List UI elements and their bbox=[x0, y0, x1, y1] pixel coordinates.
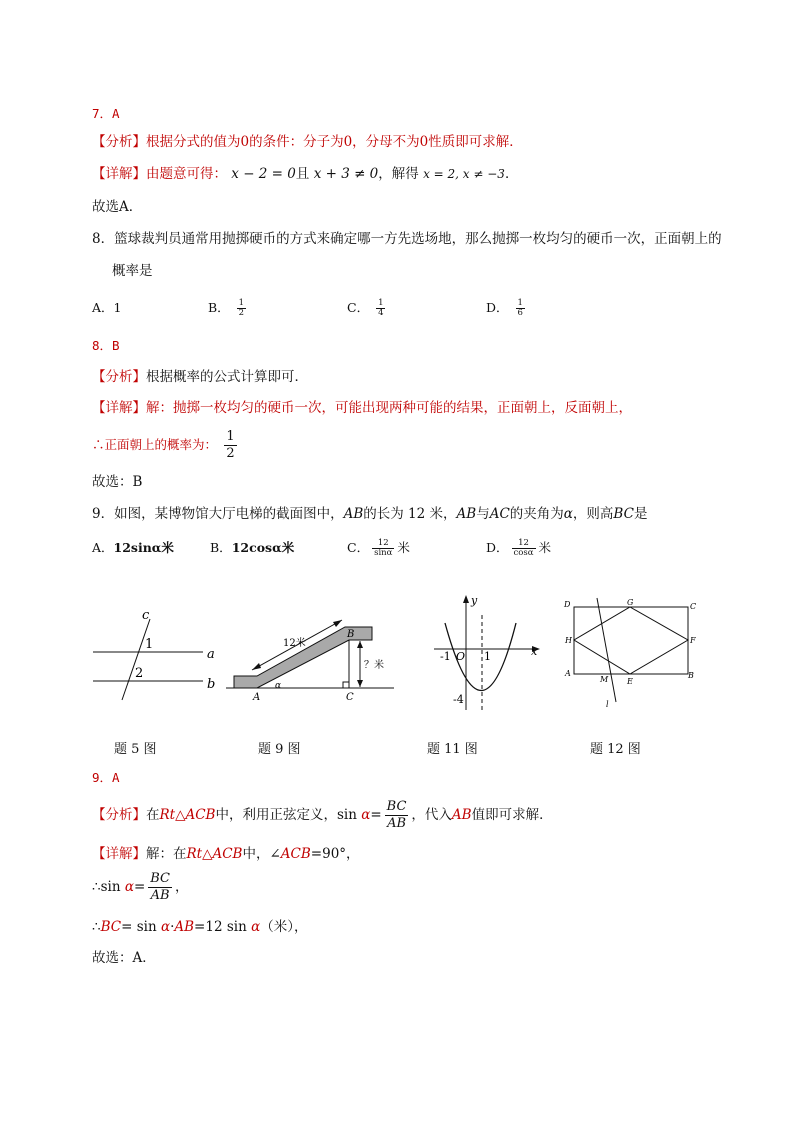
arrow-head bbox=[357, 680, 363, 687]
segment-bc: BC bbox=[613, 506, 634, 522]
analysis-text: 根据概率的公式计算即可． bbox=[146, 369, 308, 385]
option-fraction: $\frac{12}{\cos\alpha}$ bbox=[513, 538, 534, 558]
triangle-name: Rt△ACB bbox=[159, 807, 216, 823]
analysis-text: 根据分式的值为0的条件：分子为0，分母不为0性质即可求解． bbox=[146, 134, 523, 150]
label-minus-4: -4 bbox=[453, 693, 464, 706]
option-fraction: $\frac{1}{6}$ bbox=[517, 298, 523, 318]
q9-step2 bbox=[92, 917, 307, 937]
detail-mid: ，解得 bbox=[378, 166, 419, 182]
label-y: y bbox=[471, 594, 478, 607]
right-angle-mark bbox=[343, 682, 349, 688]
angle-acb: ACB bbox=[280, 846, 311, 862]
therefore-text: ∴正面朝上的概率为： bbox=[92, 437, 218, 452]
option-label: B． bbox=[210, 540, 232, 555]
segment-ab: AB bbox=[456, 506, 477, 522]
option-label: D． bbox=[486, 540, 509, 555]
q8-answer: 8．B bbox=[92, 338, 120, 353]
q9-option-d bbox=[486, 538, 551, 558]
q9-detail bbox=[92, 844, 360, 864]
label-b: b bbox=[207, 677, 216, 692]
q7-analysis bbox=[92, 132, 523, 152]
label-c: c bbox=[142, 608, 150, 623]
caption-fig5: 题 5 图 bbox=[114, 742, 157, 757]
label-F: F bbox=[690, 636, 696, 645]
option-unit: 米 bbox=[397, 540, 410, 555]
step-text: ， bbox=[175, 879, 189, 895]
eq1: x − 2 = 0 bbox=[231, 166, 296, 182]
alpha: α bbox=[361, 807, 371, 823]
sine-fraction: $\frac{BC}{AB}$ bbox=[150, 871, 171, 903]
q8-option-b bbox=[208, 298, 249, 318]
stem-text: ，则高 bbox=[572, 506, 614, 522]
label-C: C bbox=[346, 692, 354, 703]
label-x: x bbox=[531, 645, 538, 658]
detail-text: 中，∠ bbox=[242, 846, 281, 862]
q8-option-a bbox=[92, 298, 121, 316]
q8-conclusion: 故选：B bbox=[92, 474, 143, 490]
q9-analysis bbox=[92, 796, 553, 834]
q9-option-c bbox=[347, 538, 410, 558]
caption-fig12: 题 12 图 bbox=[590, 742, 641, 757]
y-arrow bbox=[463, 595, 469, 603]
q9-option-b bbox=[210, 538, 294, 556]
alpha: α bbox=[251, 919, 261, 935]
q7-detail bbox=[92, 164, 518, 184]
detail-text: 解：抛掷一枚均匀的硬币一次，可能出现两种可能的结果，正面朝上，反面朝上， bbox=[146, 400, 632, 416]
analysis-tag: 【分析】 bbox=[92, 807, 146, 823]
segment-ab: AB bbox=[343, 506, 364, 522]
detail-end: ． bbox=[504, 166, 519, 182]
figure-12 bbox=[560, 596, 708, 711]
detail-pre: 由题意可得： bbox=[146, 166, 227, 182]
label-l: l bbox=[606, 700, 609, 709]
label-minus-1: -1 bbox=[440, 650, 451, 663]
caption-fig9: 题 9 图 bbox=[258, 742, 301, 757]
analysis-tag: 【分析】 bbox=[92, 369, 146, 385]
q7-conclusion: 故选A． bbox=[92, 199, 143, 215]
height-label: ？米 bbox=[364, 660, 384, 671]
label-A: A bbox=[253, 692, 261, 703]
segment-ac: AC bbox=[489, 506, 510, 522]
detail-text: 解：在 bbox=[146, 846, 187, 862]
analysis-text: 在 bbox=[146, 807, 160, 823]
figure-9 bbox=[222, 612, 402, 707]
rectangle-abcd bbox=[574, 607, 688, 674]
label-G: G bbox=[627, 598, 634, 607]
eq2: x + 3 ≠ 0 bbox=[313, 166, 379, 182]
stem-text: 是 bbox=[633, 506, 648, 522]
option-fraction: $\frac{1}{2}$ bbox=[238, 298, 245, 318]
q7-answer: 7．A bbox=[92, 106, 120, 121]
option-fraction: $\frac{1}{4}$ bbox=[378, 298, 384, 318]
q8-stem-line1: 8．篮球裁判员通常用抛掷硬币的方式来确定哪一方先选场地，那么抛掷一枚均匀的硬币一次，正面朝上的 bbox=[92, 231, 722, 247]
angle-alpha: α bbox=[563, 506, 573, 522]
stem-text: 与 bbox=[476, 506, 490, 522]
option-text: 12cosα米 bbox=[231, 540, 295, 555]
option-label: A． bbox=[92, 540, 114, 555]
caption-fig11: 题 11 图 bbox=[427, 742, 478, 757]
arrow-head bbox=[357, 641, 363, 648]
sine-fraction: $\frac{BC}{AB}$ bbox=[386, 799, 407, 831]
q9-option-a bbox=[92, 538, 174, 556]
label-a: a bbox=[207, 647, 215, 662]
label-B: B bbox=[688, 671, 694, 680]
figure-11 bbox=[426, 590, 546, 715]
q8-option-d bbox=[486, 298, 528, 318]
arrow-head bbox=[333, 620, 342, 627]
q9-answer: 9．A bbox=[92, 770, 120, 785]
q8-therefore bbox=[92, 426, 240, 464]
alpha: α bbox=[160, 919, 171, 935]
step-text: （米）， bbox=[260, 919, 308, 935]
equals: = bbox=[370, 807, 382, 823]
option-text: 1 bbox=[113, 300, 122, 315]
label-C: C bbox=[690, 602, 697, 611]
q9-step1 bbox=[92, 868, 189, 906]
label-B: B bbox=[347, 629, 355, 640]
analysis-text: 中，利用正弦定义，sin bbox=[215, 807, 357, 823]
arrow-head bbox=[252, 663, 261, 670]
figure-5 bbox=[88, 605, 220, 705]
option-label: B． bbox=[208, 300, 230, 315]
label-M: M bbox=[600, 675, 609, 684]
analysis-text: ，代入 bbox=[411, 807, 452, 823]
solution: x = 2, x ≠ −3 bbox=[423, 167, 505, 181]
label-D: D bbox=[564, 600, 571, 609]
step-text: ∴ bbox=[92, 919, 101, 935]
q8-option-c bbox=[347, 298, 388, 318]
analysis-tag: 【分析】 bbox=[92, 134, 146, 150]
line-l bbox=[597, 598, 616, 702]
stem-text: 9．如图，某博物馆大厅电梯的截面图中， bbox=[92, 506, 344, 522]
segment-ab: AB bbox=[451, 807, 472, 823]
analysis-text: 值即可求解． bbox=[471, 807, 553, 823]
label-A: A bbox=[565, 669, 571, 678]
label-E: E bbox=[627, 677, 633, 686]
label-2: 2 bbox=[135, 666, 144, 681]
segment-bc: BC bbox=[100, 919, 122, 935]
q8-stem-line2: 概率是 bbox=[112, 263, 153, 279]
option-text: 12sinα米 bbox=[113, 540, 174, 555]
label-alpha: α bbox=[275, 681, 282, 691]
triangle-name: Rt△ACB bbox=[186, 846, 243, 862]
q9-conclusion: 故选：A． bbox=[92, 950, 156, 966]
label-1: 1 bbox=[145, 637, 154, 652]
and: 且 bbox=[295, 166, 310, 182]
option-label: C． bbox=[347, 540, 370, 555]
segment-ab: AB bbox=[174, 919, 195, 935]
length-label: 12米 bbox=[283, 638, 306, 649]
probability-fraction: $\frac{1}{2}$ bbox=[226, 429, 235, 461]
line-c bbox=[122, 619, 150, 700]
step-text: ∴sin bbox=[92, 879, 121, 895]
step-text: = sin bbox=[121, 919, 157, 935]
detail-text: =90°， bbox=[310, 846, 360, 862]
stem-text: 的长为 12 米， bbox=[363, 506, 457, 522]
option-label: C． bbox=[347, 300, 370, 315]
q8-analysis bbox=[92, 367, 308, 387]
option-fraction: $\frac{12}{\sin\alpha}$ bbox=[374, 538, 393, 558]
step-text: =12 sin bbox=[194, 919, 247, 935]
q9-stem bbox=[92, 504, 647, 524]
option-unit: 米 bbox=[538, 540, 552, 555]
label-1: 1 bbox=[484, 650, 491, 663]
alpha: α bbox=[124, 879, 134, 895]
equals: = bbox=[133, 879, 146, 895]
label-O: O bbox=[456, 650, 466, 663]
detail-tag: 【详解】 bbox=[92, 400, 146, 416]
q8-detail bbox=[92, 398, 632, 418]
option-label: D． bbox=[486, 300, 509, 315]
detail-tag: 【详解】 bbox=[92, 166, 146, 182]
option-label: A． bbox=[92, 300, 114, 315]
detail-tag: 【详解】 bbox=[92, 846, 146, 862]
label-H: H bbox=[565, 636, 572, 645]
dot: · bbox=[170, 919, 175, 935]
rhombus-efgh bbox=[574, 607, 688, 674]
stem-text: 的夹角为 bbox=[509, 506, 564, 522]
